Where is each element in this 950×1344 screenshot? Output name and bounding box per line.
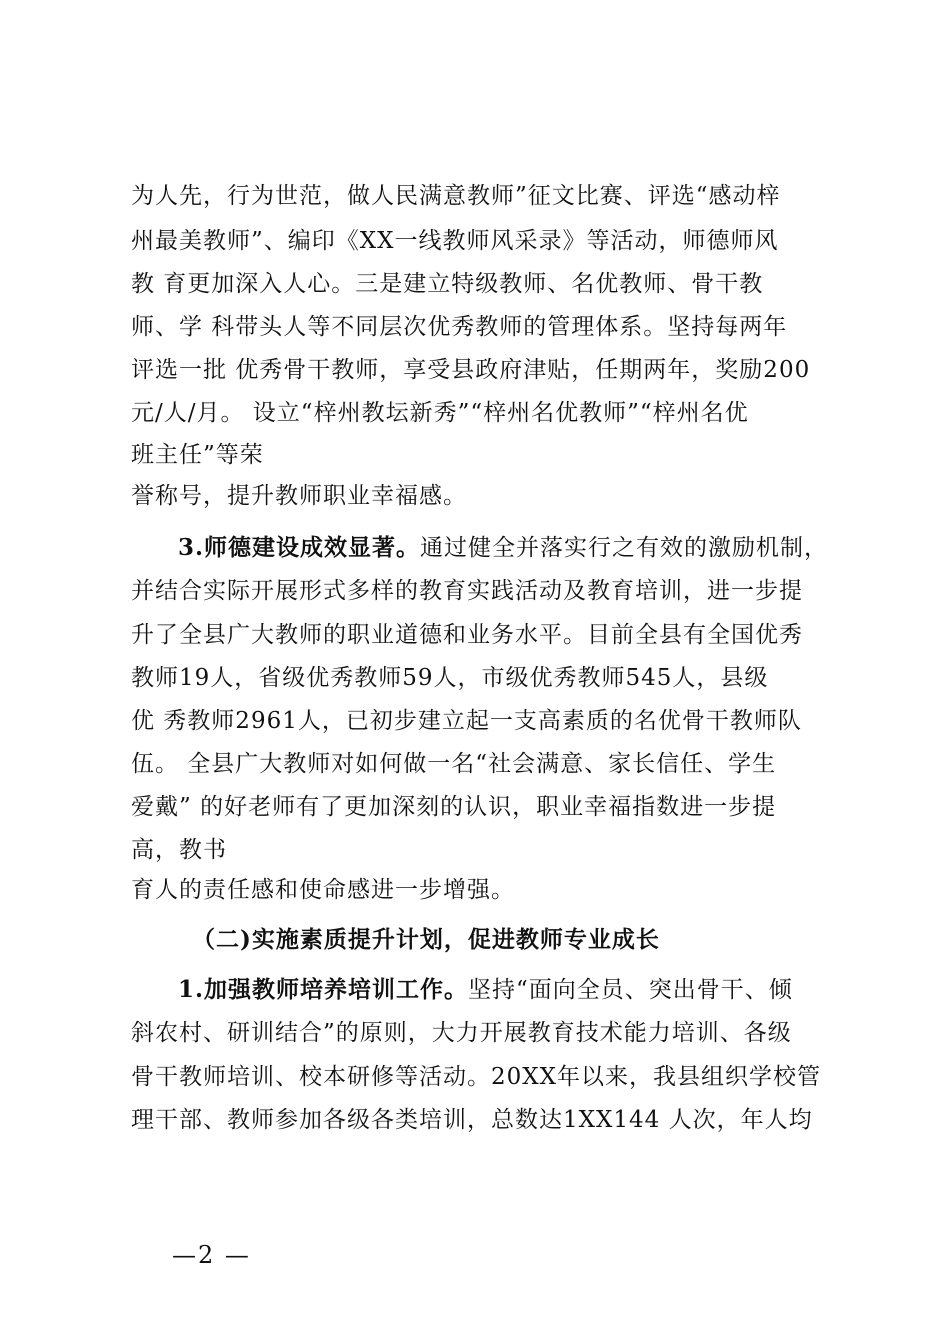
paragraph-heading: 1.加强教师培养培训工作。 [178,976,469,1003]
text-line: 理干部、教师参加各级各类培训，总数达1XX144 人次，年人均 [131,1107,813,1133]
paragraph-first-line [178,975,793,1005]
text-line: 州最美教师”、编印《XX一线教师风采录》等活动，师德师风 [131,228,779,254]
text-line: 评选一批 优秀骨干教师，享受县政府津贴，任期两年，奖励200 [131,357,811,383]
text-line: 元/人/月。 设立“梓州教坛新秀”“梓州名优教师”“梓州名优 [131,400,749,426]
text-line: 教师19人，省级优秀教师59人，市级优秀教师545人，县级 [131,665,769,691]
page-number: —2 — [172,1241,251,1269]
paragraph-heading: 3.师德建设成效显著。 [178,534,421,561]
text-line: 班主任”等荣 [131,442,264,468]
text-line: 誉称号，提升教师职业幸福感。 [131,483,467,509]
text-line: 为人先，行为世范，做人民满意教师”征文比赛、评选“感动梓 [131,183,781,209]
text-line: 高，教书 [131,837,227,863]
text-line: 优 秀教师2961人，已初步建立起一支高素质的名优骨干教师队 [131,708,802,734]
paragraph-text: 坚持“面向全员、突出骨干、倾 [468,977,793,1003]
paragraph-first-line [178,533,828,563]
text-line: 育人的责任感和使命感进一步增强。 [131,877,515,903]
text-line: 升了全县广大教师的职业道德和业务水平。目前全县有全国优秀 [131,622,803,648]
text-line: 并结合实际开展形式多样的教育实践活动及教育培训，进一步提 [131,578,803,604]
text-line: 师、学 科带头人等不同层次优秀教师的管理体系。坚持每两年 [131,314,788,340]
text-line: 爱戴” 的好老师有了更加深刻的认识，职业幸福指数进一步提 [131,794,777,820]
section-heading: （二)实施素质提升计划，促进教师专业成长 [192,926,660,953]
paragraph-text: 通过健全并落实行之有效的激励机制， [420,535,829,561]
text-line: 斜农村、研训结合”的原则，大力开展教育技术能力培训、各级 [131,1020,792,1046]
text-line: 骨干教师培训、校本研修等活动。20XX年以来，我县组织学校管 [131,1064,822,1090]
text-line: 教 育更加深入人心。三是建立特级教师、名优教师、骨干教 [131,271,764,297]
text-line: 伍。 全县广大教师对如何做一名“社会满意、家长信任、学生 [131,751,777,777]
